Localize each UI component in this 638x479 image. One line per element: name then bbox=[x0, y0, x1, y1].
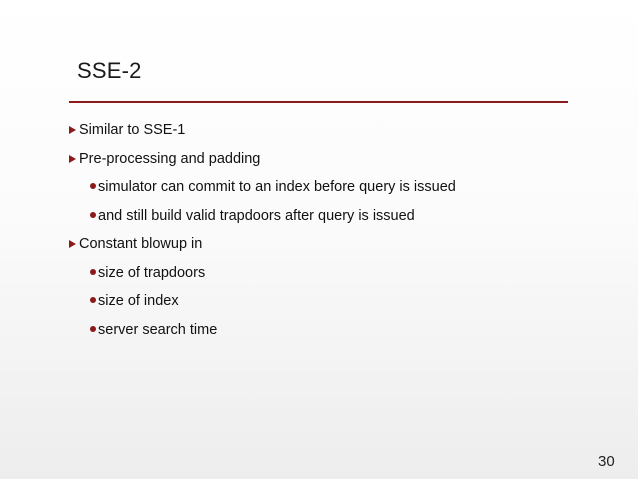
bullet-list bbox=[69, 122, 589, 350]
page-number: 30 bbox=[598, 453, 615, 470]
dot-bullet-icon bbox=[90, 297, 96, 303]
sub-bullet-text: simulator can commit to an index before query is issued bbox=[98, 179, 456, 195]
dot-bullet-icon bbox=[90, 183, 96, 189]
title-divider bbox=[69, 101, 568, 103]
sub-bullet-text: size of trapdoors bbox=[98, 264, 206, 281]
sub-bullet-item bbox=[69, 322, 589, 351]
dot-bullet-icon bbox=[90, 326, 96, 332]
bullet-item bbox=[69, 236, 589, 265]
sub-bullet-text: size of index bbox=[98, 293, 179, 309]
sub-bullet-text: server search time bbox=[98, 321, 218, 338]
bullet-text: Constant blowup in bbox=[79, 236, 203, 252]
bullet-text: Pre-processing and padding bbox=[79, 150, 261, 167]
bullet-text: Similar to SSE-1 bbox=[79, 122, 186, 138]
dot-bullet-icon bbox=[90, 212, 96, 218]
bullet-item bbox=[69, 122, 589, 151]
slide-title: SSE-2 bbox=[77, 58, 142, 83]
triangle-bullet-icon bbox=[69, 155, 76, 163]
bullet-item bbox=[69, 151, 589, 180]
sub-bullet-item bbox=[69, 179, 589, 208]
sub-bullet-item bbox=[69, 293, 589, 322]
dot-bullet-icon bbox=[90, 269, 96, 275]
triangle-bullet-icon bbox=[69, 240, 76, 248]
sub-bullet-item bbox=[69, 265, 589, 294]
sub-bullet-text: and still build valid trapdoors after query is issued bbox=[98, 207, 415, 224]
triangle-bullet-icon bbox=[69, 126, 76, 134]
sub-bullet-item bbox=[69, 208, 589, 237]
